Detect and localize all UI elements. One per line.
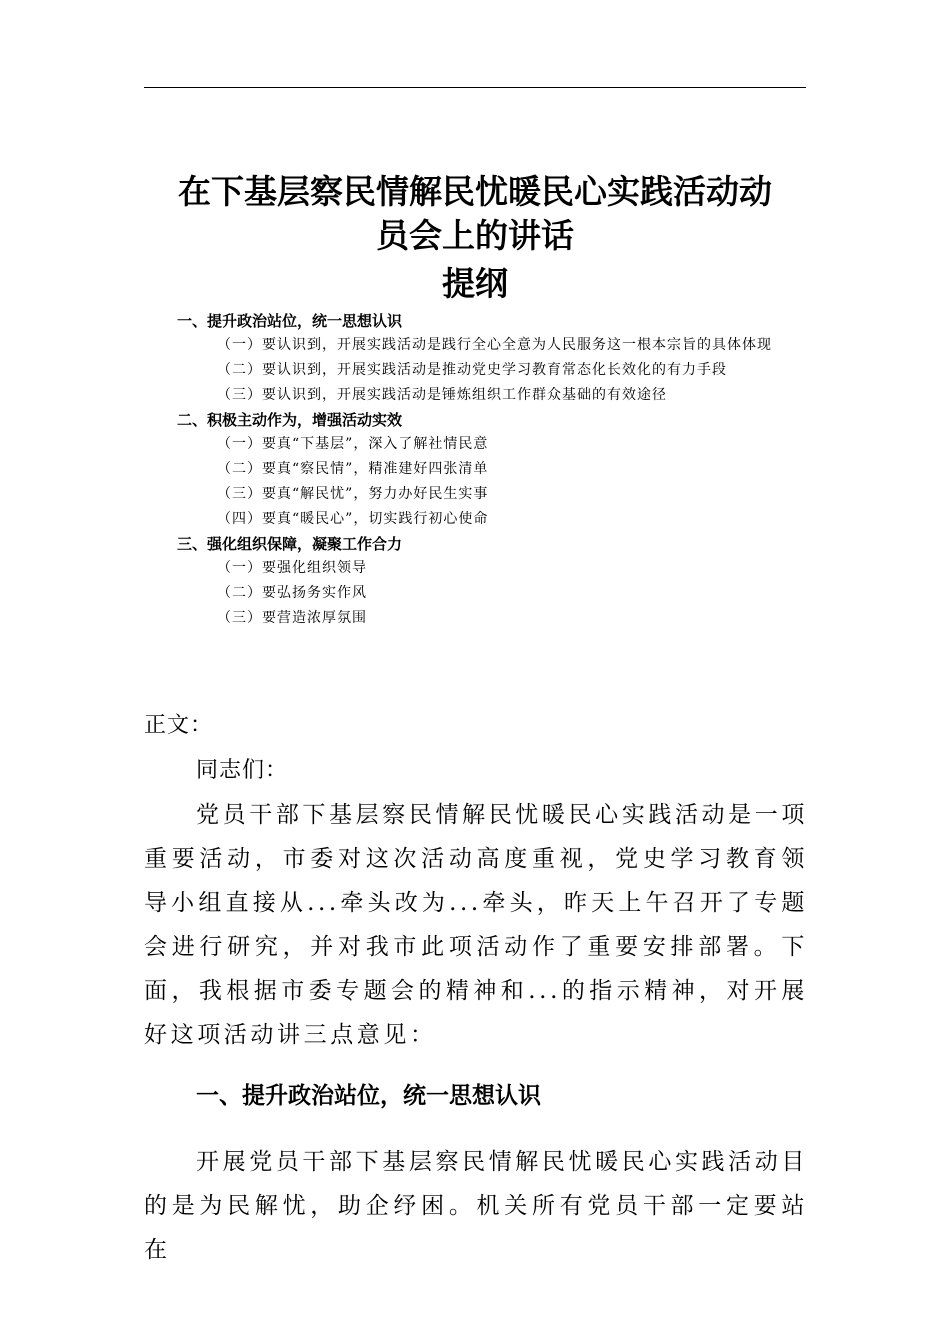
outline-item: （一）要认识到，开展实践活动是践行全心全意为人民服务这一根本宗旨的具体体现 [217, 337, 772, 353]
paragraph-intro: 党员干部下基层察民情解民忧暖民心实践活动是一项重要活动，市委对这次活动高度重视，党史学习教育领导小组直接从...牵头改为...牵头，昨天上午召开了专题会进行研究，并对我市此项活动作了重要安排部署。下面，我根据市委专题会的精神和...的指示精神，对开展好这项活动讲三点意见： [144, 802, 808, 1048]
document-title-line-2: 员会上的讲话 [376, 216, 574, 255]
outline-item: （二）要真“察民情”，精准建好四张清单 [217, 461, 489, 477]
greeting: 同志们： [196, 758, 289, 783]
outline-section-1: 一、提升政治站位，统一思想认识 [177, 312, 403, 330]
section-heading-1: 一、提升政治站位，统一思想认识 [196, 1083, 541, 1109]
outline-heading: 提纲 [442, 264, 508, 303]
outline-item: （一）要真“下基层”，深入了解社情民意 [217, 436, 489, 452]
body-label: 正文： [144, 713, 214, 738]
outline-item: （三）要营造浓厚氛围 [217, 610, 367, 626]
document-title-line-1: 在下基层察民情解民忧暖民心实践活动动 [178, 172, 772, 211]
outline-item: （二）要弘扬务实作风 [217, 585, 367, 601]
outline-list [144, 309, 806, 631]
outline-section-2: 二、积极主动作为，增强活动实效 [177, 411, 403, 429]
outline-item: （二）要认识到，开展实践活动是推动党史学习教育常态化长效化的有力手段 [217, 362, 727, 378]
document-title [144, 170, 806, 258]
header-rule [144, 87, 806, 88]
outline-item: （四）要真“暖民心”，切实践行初心使命 [217, 511, 489, 527]
outline-item: （一）要强化组织领导 [217, 560, 367, 576]
paragraph-section-1: 开展党员干部下基层察民情解民忧暖民心实践活动目的是为民解忧，助企纾困。机关所有党员干部一定要站在 [144, 1149, 808, 1263]
outline-item: （三）要真“解民忧”，努力办好民生实事 [217, 486, 489, 502]
outline-section-3: 三、强化组织保障，凝聚工作合力 [177, 535, 403, 553]
outline-item: （三）要认识到，开展实践活动是锤炼组织工作群众基础的有效途径 [217, 387, 667, 403]
